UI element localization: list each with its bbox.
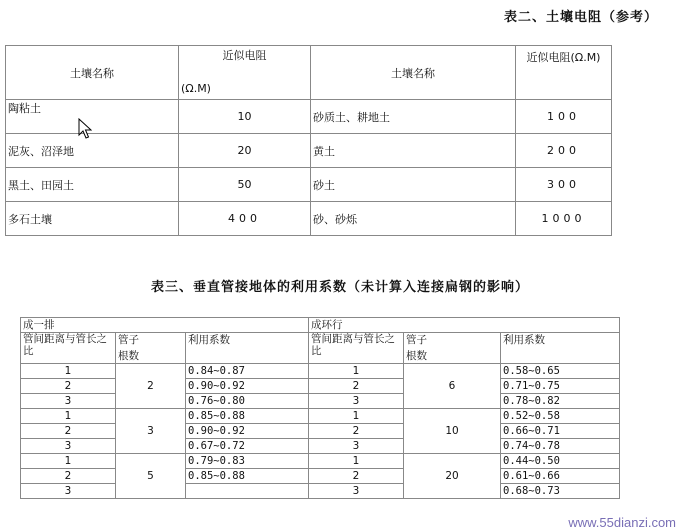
ratio-cell: 1 — [21, 409, 116, 424]
table-row — [6, 202, 612, 236]
col-pipes-b — [404, 333, 501, 364]
header-soil-name-a: 土壤名称 — [6, 46, 179, 100]
group-in-line: 成一排 — [21, 318, 309, 333]
col-pipes-a-line1: 管子 — [118, 334, 139, 346]
table-row — [21, 439, 620, 454]
ratio-cell: 1 — [21, 454, 116, 469]
ratio-cell: 3 — [21, 439, 116, 454]
pipes-cell: 3 — [116, 409, 186, 454]
coef-cell: 0.76~0.80 — [186, 394, 309, 409]
resistance-cell: 300 — [516, 168, 612, 202]
table-row — [6, 134, 612, 168]
table-row — [21, 454, 620, 469]
soil-resistance-table — [5, 45, 612, 236]
mouse-cursor-icon — [78, 118, 92, 140]
ratio-cell: 2 — [21, 424, 116, 439]
table-row — [21, 394, 620, 409]
coef-cell: 0.66~0.71 — [501, 424, 620, 439]
coef-cell: 0.71~0.75 — [501, 379, 620, 394]
ratio-cell: 1 — [309, 409, 404, 424]
coef-cell: 0.58~0.65 — [501, 364, 620, 379]
site-watermark: www.55dianzi.com — [568, 515, 676, 530]
resistance-cell: 100 — [516, 100, 612, 134]
pipes-cell: 10 — [404, 409, 501, 454]
ratio-cell: 2 — [309, 469, 404, 484]
table-row — [21, 484, 620, 499]
resistance-cell: 400 — [179, 202, 311, 236]
ratio-cell: 2 — [309, 379, 404, 394]
coef-cell: 0.90~0.92 — [186, 424, 309, 439]
soil-name-cell: 黑土、田园土 — [6, 168, 179, 202]
col-pipes-b-line2: 根数 — [406, 350, 427, 362]
group-in-ring: 成环行 — [309, 318, 620, 333]
soil-name-cell: 泥灰、沼泽地 — [6, 134, 179, 168]
pipes-cell: 2 — [116, 364, 186, 409]
header-resistance-a-line2: (Ω.M) — [181, 82, 211, 95]
table-row — [21, 424, 620, 439]
soil-name-cell: 砂、砂烁 — [311, 202, 516, 236]
ratio-cell: 3 — [309, 394, 404, 409]
header-resistance-a-line1: 近似电阻 — [222, 49, 267, 62]
soil-name-cell: 多石土壤 — [6, 202, 179, 236]
table2-title: 表二、土壤电阻（参考） — [503, 10, 658, 25]
pipes-cell: 6 — [404, 364, 501, 409]
column-header-row — [21, 333, 620, 364]
group-header-row — [21, 318, 620, 333]
header-resistance-a — [179, 46, 311, 100]
ratio-cell: 3 — [309, 439, 404, 454]
col-coef-b: 利用系数 — [501, 333, 620, 364]
table-row — [6, 168, 612, 202]
coef-cell: 0.74~0.78 — [501, 439, 620, 454]
ratio-cell: 1 — [21, 364, 116, 379]
ratio-cell: 3 — [309, 484, 404, 499]
coef-cell: 0.52~0.58 — [501, 409, 620, 424]
resistance-cell: 1000 — [516, 202, 612, 236]
header-soil-name-b: 土壤名称 — [311, 46, 516, 100]
table-row — [21, 364, 620, 379]
ratio-cell: 2 — [21, 379, 116, 394]
resistance-cell: 10 — [179, 100, 311, 134]
ratio-cell: 1 — [309, 364, 404, 379]
pipes-cell: 20 — [404, 454, 501, 499]
soil-name-cell: 黄土 — [311, 134, 516, 168]
soil-name-cell: 砂土 — [311, 168, 516, 202]
resistance-cell: 200 — [516, 134, 612, 168]
pipes-cell: 5 — [116, 454, 186, 499]
col-coef-a: 利用系数 — [186, 333, 309, 364]
coef-cell: 0.61~0.66 — [501, 469, 620, 484]
soil-name-cell: 陶粘土 — [6, 100, 179, 134]
header-resistance-b: 近似电阻(Ω.M) — [516, 46, 612, 100]
coef-cell: 0.78~0.82 — [501, 394, 620, 409]
ratio-cell: 3 — [21, 394, 116, 409]
table-row — [6, 100, 612, 134]
col-pipes-a-line2: 根数 — [118, 350, 139, 362]
coef-cell: 0.68~0.73 — [501, 484, 620, 499]
ratio-cell: 2 — [21, 469, 116, 484]
coef-cell — [186, 484, 309, 499]
ground-pipe-coefficient-table — [20, 317, 620, 499]
table-header-row — [6, 46, 612, 100]
table-row — [21, 379, 620, 394]
coef-cell: 0.90~0.92 — [186, 379, 309, 394]
coef-cell: 0.67~0.72 — [186, 439, 309, 454]
col-ratio-b: 管间距离与管长之比 — [309, 333, 404, 364]
col-pipes-b-line1: 管子 — [406, 334, 427, 346]
table-row — [21, 409, 620, 424]
resistance-cell: 20 — [179, 134, 311, 168]
table3-title: 表三、垂直管接地体的利用系数（未计算入连接扁钢的影响） — [150, 280, 529, 295]
col-ratio-a: 管间距离与管长之比 — [21, 333, 116, 364]
coef-cell: 0.79~0.83 — [186, 454, 309, 469]
ratio-cell: 2 — [309, 424, 404, 439]
ratio-cell: 1 — [309, 454, 404, 469]
coef-cell: 0.84~0.87 — [186, 364, 309, 379]
coef-cell: 0.44~0.50 — [501, 454, 620, 469]
resistance-cell: 50 — [179, 168, 311, 202]
ratio-cell: 3 — [21, 484, 116, 499]
coef-cell: 0.85~0.88 — [186, 409, 309, 424]
table-row — [21, 469, 620, 484]
soil-name-cell: 砂质土、耕地土 — [311, 100, 516, 134]
coef-cell: 0.85~0.88 — [186, 469, 309, 484]
col-pipes-a — [116, 333, 186, 364]
